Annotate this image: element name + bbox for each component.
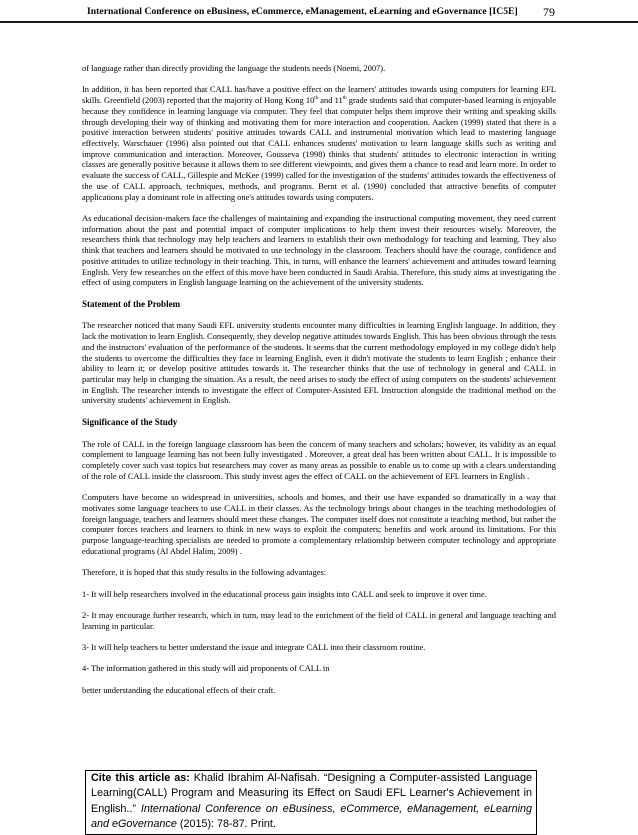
list-item: 1- It will help researchers involved in the educational process gain insights into CALL and seek to improve it over time.	[82, 588, 487, 599]
paragraph-text: In addition, it has been reported that CALL has/have a positive effect on the learners' attitudes towards using computers for learning EFL skills. Greenfield (2003) reported that the majority of Hong Kong 10	[82, 84, 556, 106]
section-heading: Significance of the Study	[82, 416, 178, 427]
citation-venue: International Conference on eBusiness, eCommerce, eManagement, eLearning and eGovernance	[91, 802, 532, 831]
paragraph: The researcher noticed that many Saudi EFL university students encounter many difficulties in learning English language. In addition, they lack the motivation to learn English. Consequently, they develop negative attitudes towards English. This has been obvious through the tests and the instructors' evaluation of the performance of the students. It seems that the current methodology employed in my college didn't help the students to overcome the difficulties they face in learning English, even it didn't motivate the students to learn English ; enhance their ability to learn it; or develop positive attitudes towards it. The researcher thinks that the use of technology in general and CALL in particular may help in changing the situation. As a result, the need arises to study the effect of using computers on the students' achievement in English. The researcher intends to investigate the effect of Computer-Assisted EFL Instruction alongside the traditional method on the university students' achievement in English.	[82, 320, 556, 406]
citation-label: Cite this article as:	[91, 772, 190, 784]
superscript: th	[314, 96, 319, 102]
citation-text: Khalid Ibrahim Al-Nafisah. “Designing a Computer-assisted Language Learning(CALL) Program and Measuring its Effect on Saudi EFL Learner's Achievement in English..”	[91, 772, 532, 815]
conference-title: International Conference on eBusiness, eCommerce, eManagement, eLearning and eGovernance [IC5E]	[87, 6, 518, 17]
page-header	[0, 6, 638, 22]
citation-box	[85, 770, 537, 835]
section-heading: Statement of the Problem	[82, 298, 181, 309]
list-item: 2- It may encourage further research, which in turn, may lead to the enrichment of the field of CALL in general and language teaching and learning in particular.	[82, 609, 556, 631]
paragraph	[82, 84, 556, 202]
paragraph-text: grade students said that computer-based learning is enjoyable because they confidence in learning language via computer. They feel that computer helps them improve their writing and speaking skills through developing their way of thinking and motivating them for more interaction and cooperation. Aacken (1999) stated that there is a positive interaction between students' positive attitudes towards CALL and instrumental motivation which lead to mastering language effectively. Warschauer (1996) also pointed out that CALL enhances students' motivation to learn language skills such as writing and improve communication and interaction. Moreover, Gousseva (1998) thinks that students' attitudes to electronic interaction in writing classes are generally positive because it allows them to see different viewpoints, and gives them a chance to read and learn more. In order to evaluate the success of CALL, Gillespie and McKee (1999) called for the investigation of the students' attitudes towards the effectiveness of the use of CALL approach, techniques, methods, and programs. Bernt et al. (1990) concluded that attractive benefits of computer applications play a dominant role in affecting one's attitudes towards using computers.	[82, 95, 556, 202]
list-item: 4- The information gathered in this study will aid proponents of CALL in	[82, 663, 330, 674]
page-number: 79	[543, 5, 555, 19]
paragraph: of language rather than directly providing the language the students needs (Noemi, 2007).	[82, 63, 386, 73]
paragraph: Therefore, it is hoped that this study results in the following advantages:	[82, 567, 327, 578]
paragraph: The role of CALL in the foreign language classroom has been the concern of many teachers and scholars; however, its validity as an equal complement to language learning has not been fully investigated . Moreover, a great deal has been written about CALL. It is impossible to completely cover such vast topics but researchers may cover as many areas as possible to enable us to come up with a clears understanding of the role of CALL inside the classroom. This study invest ages the effect of CALL on the achievement of EFL learners in English .	[82, 438, 556, 481]
list-item: 3- It will help teachers to better understand the issue and integrate CALL into their classroom routine.	[82, 642, 426, 653]
article-body	[82, 63, 556, 706]
superscript: th	[342, 96, 347, 102]
citation-tail: (2015): 78-87. Print.	[176, 818, 276, 831]
list-item-continuation: better understanding the educational effects of their craft.	[82, 684, 276, 695]
paragraph-text: and 11	[318, 95, 343, 106]
paragraph: As educational decision-makers face the challenges of maintaining and expanding the instructional computing movement, they need current information about the past and potential impact of computer implications to help them invest their resources wisely. Moreover, the researchers think that technology may help teachers and learners to establish their own methodology for teaching and learning. They also think that teachers and learners should be motivated to use technology in the classroom. Teachers should have the courage, confidence and positive attitudes to utilize technology in their teaching. This, in turns, will enhance the learners' achievement and attitudes toward learning English. Very few researches on the effect of this move have been conducted in Saudi Arabia. Therefore, this study aims at investigating the effect of using computers in English language learning on the achievement of the university students.	[82, 213, 556, 288]
paragraph: Computers have become so widespread in universities, schools and homes, and their use have expanded so dramatically in a way that motivates some language teachers to use CALL in their classes. As the technology brings about changes in the teaching methodologies of foreign language, teachers and learners should meet these changes. The computer itself does not constitute a teaching method, but rather the computer forces teachers and learners to think in new ways to exploit the computers; benefits and work around its limitations. For this purpose language-teaching specialists are needed to promote a complementary relationship between computer technology and appropriate educational programs (Al Abdel Halim, 2009) .	[82, 492, 556, 556]
header-rule	[0, 21, 638, 23]
